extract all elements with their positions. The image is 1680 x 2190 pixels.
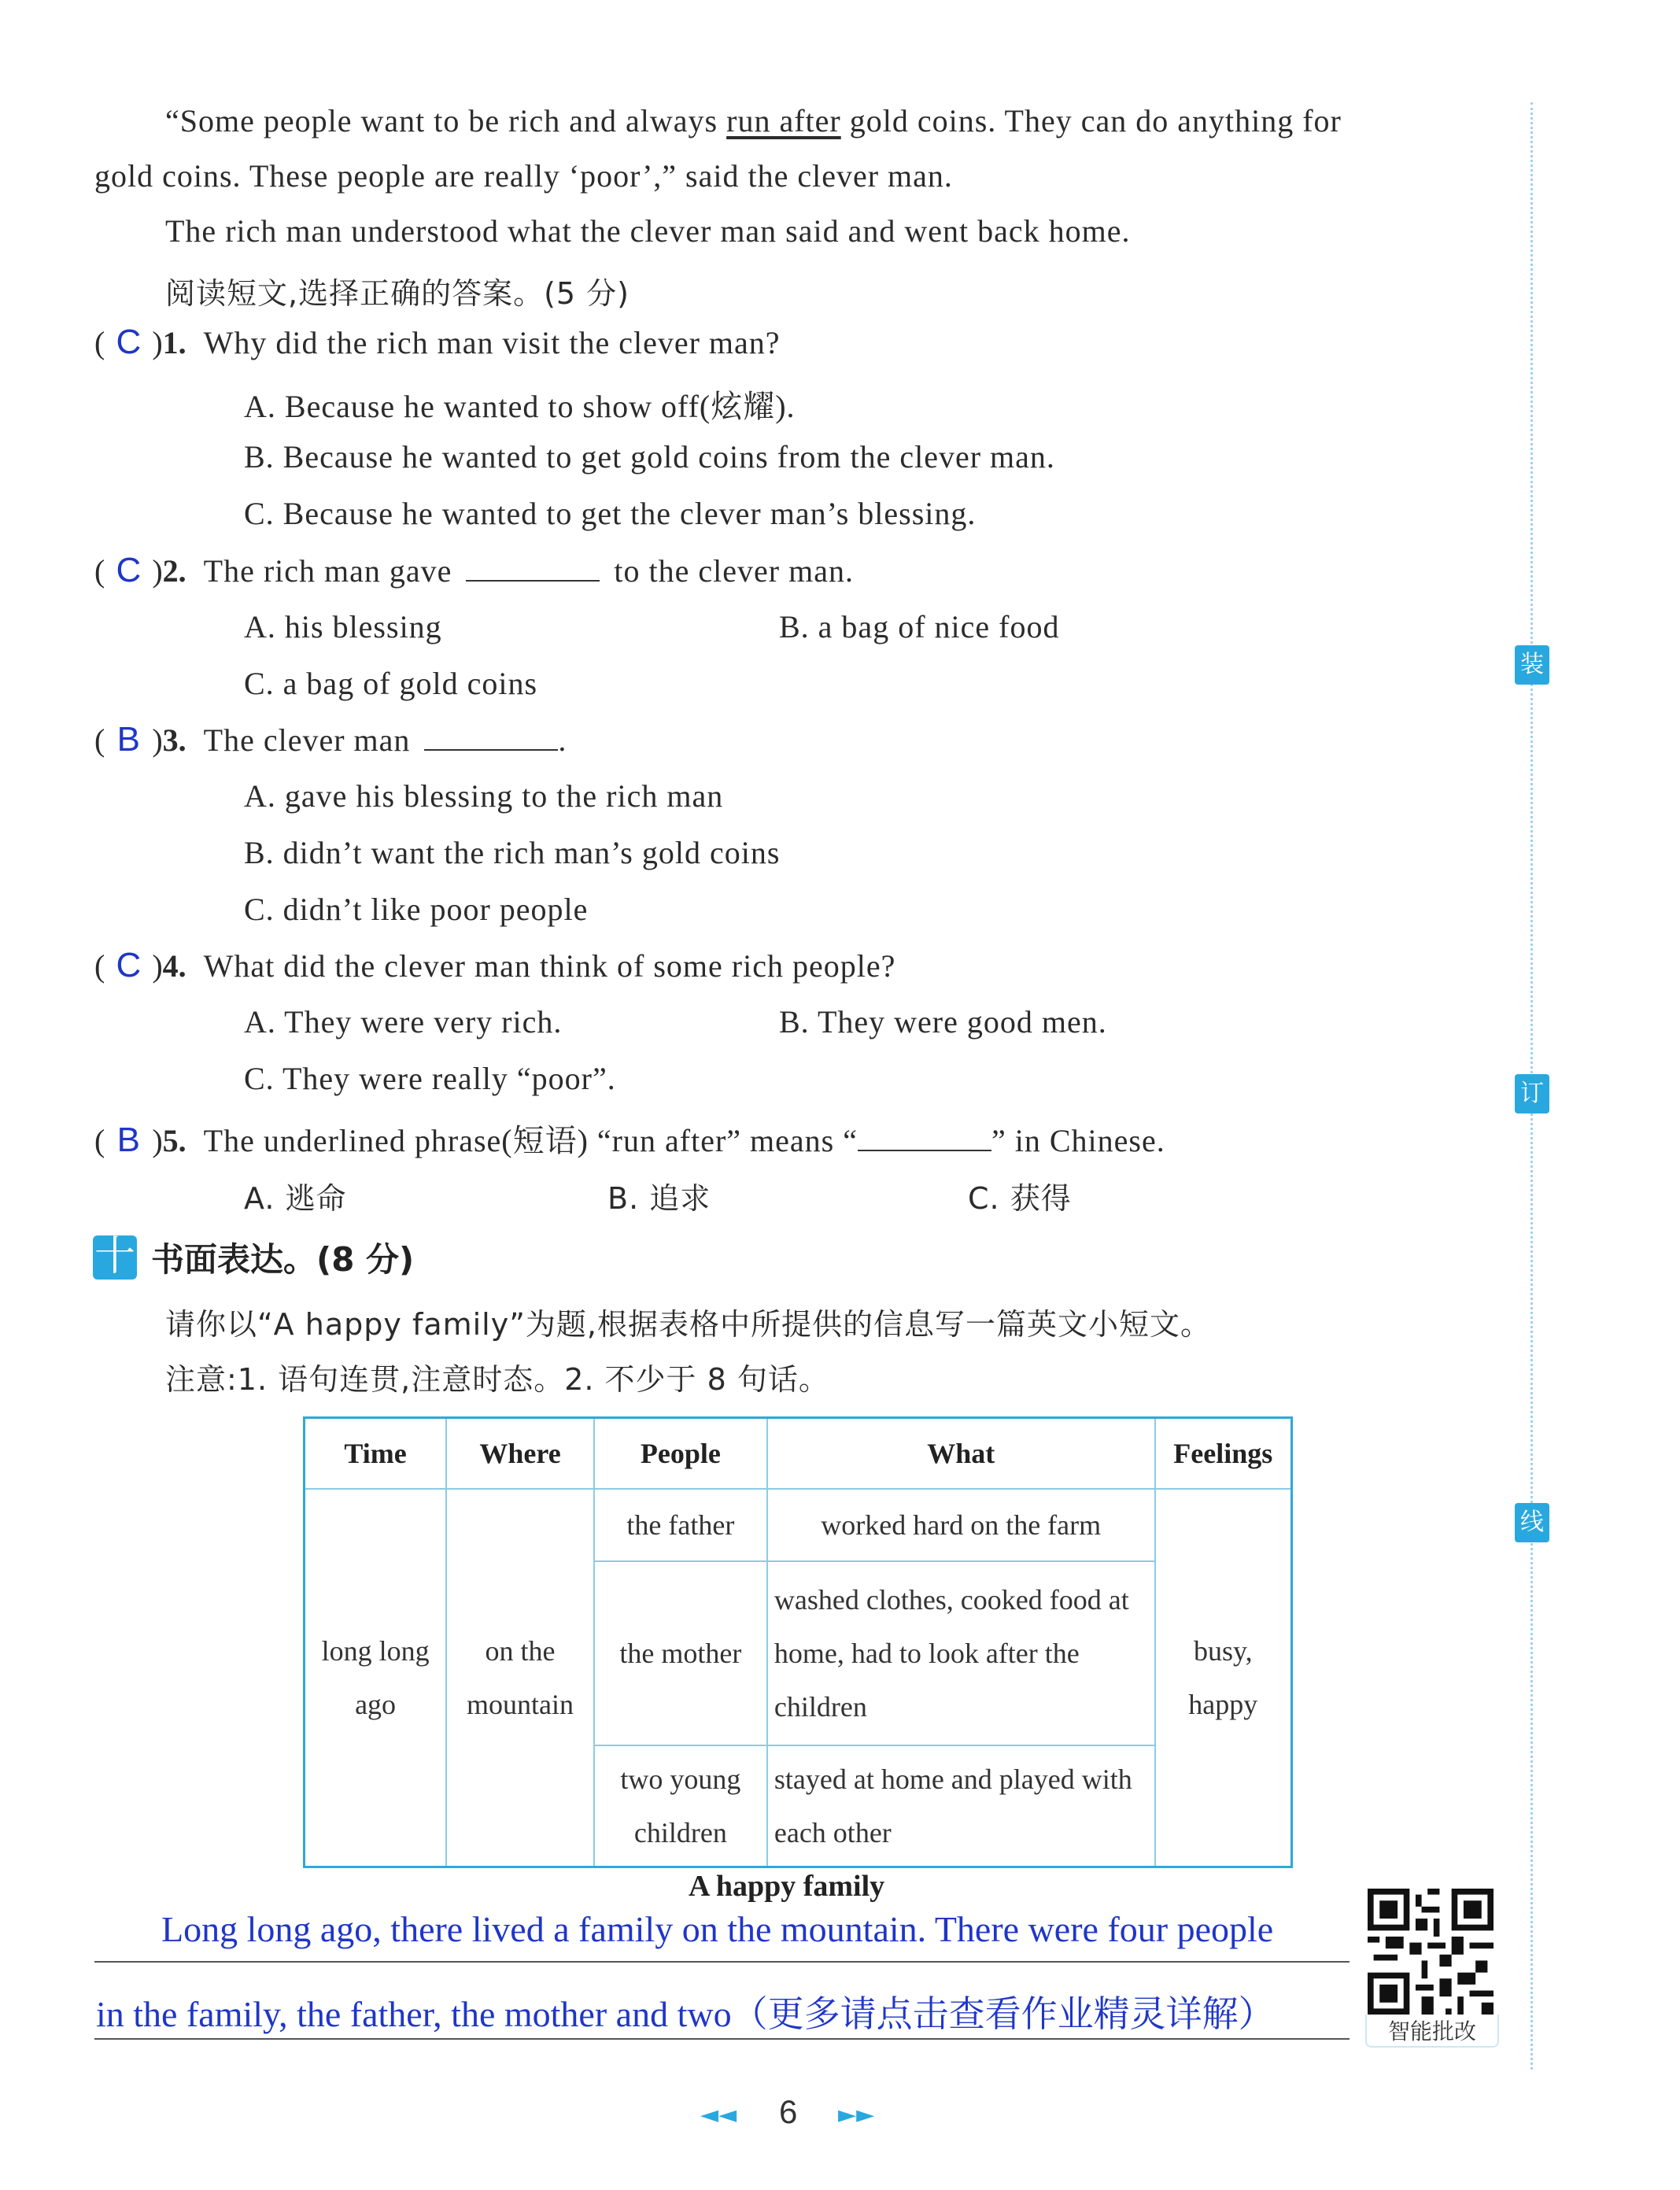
question-2 bbox=[94, 551, 854, 590]
header-where: Where bbox=[446, 1418, 594, 1490]
cell-people: the mother bbox=[594, 1561, 767, 1745]
answer-3: B bbox=[116, 720, 140, 759]
page-number: 6 bbox=[779, 2093, 798, 2130]
paren-close: ) bbox=[152, 553, 163, 589]
passage-line-1 bbox=[165, 102, 1342, 139]
paren-open: ( bbox=[94, 948, 105, 984]
question-text: The rich man gave bbox=[203, 553, 452, 589]
q1-option-a: A. Because he wanted to show off(炫耀). bbox=[244, 389, 796, 424]
q1-option-b: B. Because he wanted to get gold coins from the clever man. bbox=[244, 439, 1055, 475]
paren-close: ) bbox=[152, 722, 163, 758]
cell-what: worked hard on the farm bbox=[767, 1489, 1155, 1561]
answer-blank bbox=[424, 724, 558, 751]
paren-open: ( bbox=[94, 553, 105, 589]
answer-2: C bbox=[116, 551, 142, 589]
q2-option-b: B. a bag of nice food bbox=[779, 609, 1060, 644]
cell-what: stayed at home and played with each other bbox=[767, 1745, 1155, 1867]
margin-tag-xian: 线 bbox=[1515, 1503, 1549, 1542]
answer-5: B bbox=[116, 1121, 140, 1159]
reading-instruction: 阅读短文,选择正确的答案。(5 分) bbox=[165, 276, 630, 311]
essay-line-1: Long long ago, there lived a family on the mountain. There were four people bbox=[161, 1909, 1274, 1949]
next-page-icon[interactable]: ►► bbox=[838, 2101, 875, 2129]
info-table bbox=[303, 1416, 1293, 1868]
passage-text: “Some people want to be rich and always bbox=[165, 103, 718, 138]
answer-4: C bbox=[116, 946, 142, 984]
writing-instruction: 请你以“A happy family”为题,根据表格中所提供的信息写一篇英文小短文。 bbox=[165, 1307, 1211, 1342]
question-5 bbox=[94, 1116, 1165, 1161]
q5-option-c: C. 获得 bbox=[968, 1181, 1072, 1216]
question-text: to the clever man. bbox=[614, 553, 854, 589]
q3-option-a: A. gave his blessing to the rich man bbox=[244, 778, 724, 814]
essay-rule bbox=[94, 1961, 1350, 1963]
q4-option-c: C. They were really “poor”. bbox=[244, 1061, 616, 1096]
q4-option-a: A. They were very rich. bbox=[244, 1004, 563, 1040]
q2-option-c: C. a bag of gold coins bbox=[244, 666, 538, 701]
answer-1: C bbox=[116, 323, 142, 361]
paren-close: ) bbox=[152, 948, 163, 984]
essay-line-2: in the family, the father, the mother and two（更多请点击查看作业精灵详解） bbox=[96, 1994, 1275, 2034]
section-title: 书面表达。(8 分) bbox=[151, 1240, 415, 1279]
question-number: 3. bbox=[162, 722, 186, 758]
answer-blank bbox=[466, 555, 600, 582]
question-text: What did the clever man think of some rich people? bbox=[203, 948, 896, 984]
paren-open: ( bbox=[94, 722, 105, 758]
question-number: 5. bbox=[162, 1123, 186, 1158]
paren-close: ) bbox=[152, 325, 163, 360]
paren-close: ) bbox=[152, 1123, 163, 1158]
margin-tag-zhuang: 装 bbox=[1515, 645, 1549, 685]
essay-title: A happy family bbox=[689, 1870, 885, 1903]
paren-open: ( bbox=[94, 325, 105, 360]
question-text: . bbox=[558, 722, 567, 758]
passage-text: gold coins. They can do anything for bbox=[849, 103, 1342, 138]
question-number: 1. bbox=[162, 325, 186, 360]
question-1 bbox=[94, 323, 781, 362]
cell-people: two young children bbox=[594, 1745, 767, 1867]
passage-line-2: gold coins. These people are really ‘poor’,” said the clever man. bbox=[94, 158, 953, 194]
q5-option-a: A. 逃命 bbox=[244, 1181, 347, 1216]
passage-line-3: The rich man understood what the clever man said and went back home. bbox=[165, 213, 1131, 249]
q3-option-c: C. didn’t like poor people bbox=[244, 892, 589, 927]
question-text: Why did the rich man visit the clever man? bbox=[203, 325, 781, 360]
writing-note: 注意:1. 语句连贯,注意时态。2. 不少于 8 句话。 bbox=[165, 1362, 829, 1397]
header-time: Time bbox=[305, 1418, 447, 1490]
cell-time: long long ago bbox=[305, 1489, 447, 1867]
underlined-phrase: run after bbox=[726, 103, 841, 138]
essay-rule bbox=[94, 2038, 1350, 2040]
header-feelings: Feelings bbox=[1155, 1418, 1292, 1490]
header-what: What bbox=[767, 1418, 1155, 1490]
question-number: 4. bbox=[162, 948, 186, 984]
cell-feelings: busy, happy bbox=[1155, 1489, 1292, 1867]
q2-option-a: A. his blessing bbox=[244, 609, 442, 644]
question-text: The underlined phrase(短语) “run after” means “ bbox=[203, 1123, 858, 1158]
question-text: ” in Chinese. bbox=[991, 1123, 1165, 1158]
cell-people: the father bbox=[594, 1489, 767, 1561]
cell-what: washed clothes, cooked food at home, had to look after the children bbox=[767, 1561, 1155, 1745]
cell-where: on the mountain bbox=[446, 1489, 594, 1867]
q1-option-c: C. Because he wanted to get the clever man’s blessing. bbox=[244, 496, 977, 531]
q3-option-b: B. didn’t want the rich man’s gold coins bbox=[244, 835, 781, 870]
section-number-icon: 十 bbox=[94, 1233, 135, 1280]
question-3 bbox=[94, 720, 567, 759]
prev-page-icon[interactable]: ◄◄ bbox=[700, 2101, 737, 2129]
q4-option-b: B. They were good men. bbox=[779, 1004, 1107, 1040]
qr-code-icon[interactable] bbox=[1368, 1889, 1494, 2015]
table-header-row bbox=[305, 1418, 1292, 1490]
qr-label: 智能批改 bbox=[1365, 2015, 1499, 2048]
margin-tag-ding: 订 bbox=[1515, 1074, 1549, 1113]
paren-open: ( bbox=[94, 1123, 105, 1158]
table-row bbox=[305, 1489, 1292, 1561]
question-number: 2. bbox=[162, 553, 186, 589]
answer-blank bbox=[858, 1125, 991, 1151]
question-text: The clever man bbox=[203, 722, 411, 758]
header-people: People bbox=[594, 1418, 767, 1490]
q5-option-b: B. 追求 bbox=[607, 1181, 711, 1216]
question-4 bbox=[94, 946, 895, 985]
